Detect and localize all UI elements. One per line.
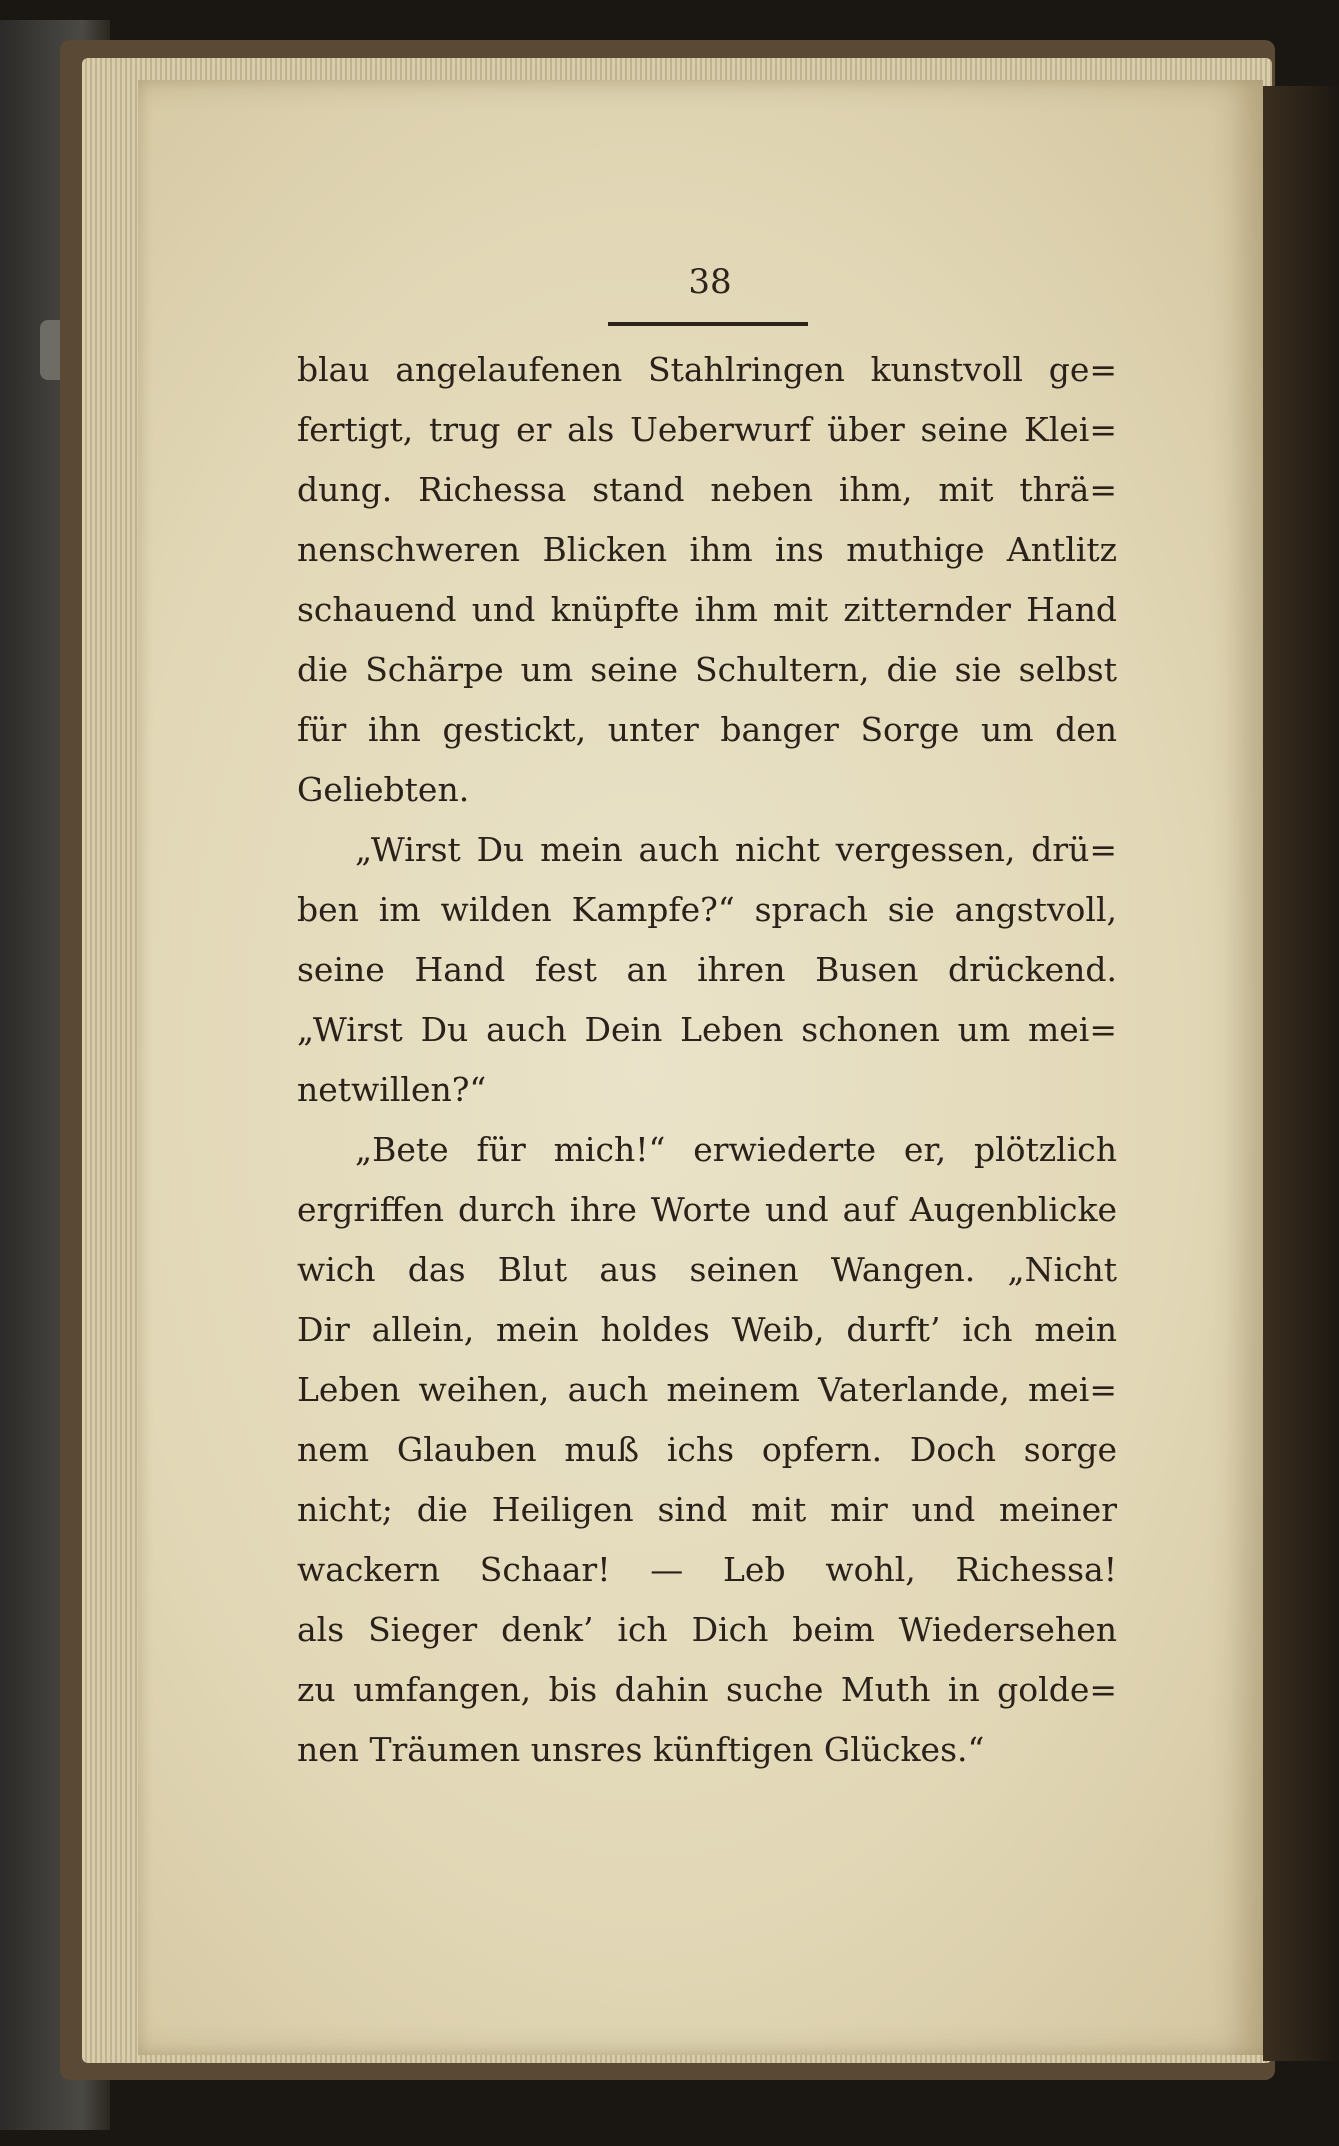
text-line: „Wirst Du auch Dein Leben schonen um mei= — [297, 1010, 1117, 1049]
text-line: „Wirst Du mein auch nicht vergessen, drü= — [355, 830, 1117, 869]
text-line: Leben weihen, auch meinem Vaterlande, mei= — [297, 1370, 1117, 1409]
text-line: dung. Richessa stand neben ihm, mit thrä= — [297, 470, 1117, 509]
text-line: zu umfangen, bis dahin suche Muth in golde= — [297, 1670, 1117, 1709]
text-line: ben im wilden Kampfe?“ sprach sie angstvoll, — [297, 890, 1117, 929]
text-line: für ihn gestickt, unter banger Sorge um den — [297, 710, 1117, 749]
text-line: als Sieger denk’ ich Dich beim Wiedersehen — [297, 1610, 1117, 1649]
text-line: Geliebten. — [297, 770, 470, 809]
text-line: wich das Blut aus seinen Wangen. „Nicht — [297, 1250, 1117, 1289]
text-line: schauend und knüpfte ihm mit zitternder Hand — [297, 590, 1117, 629]
text-line: fertigt, trug er als Ueberwurf über seine Klei= — [297, 410, 1117, 449]
text-line: netwillen?“ — [297, 1070, 487, 1109]
text-line: seine Hand fest an ihren Busen drückend. — [297, 950, 1117, 989]
header-rule — [608, 322, 808, 326]
text-line: ergriffen durch ihre Worte und auf Augenblicke — [297, 1190, 1117, 1229]
text-line: wackern Schaar! — Leb wohl, Richessa! — [297, 1550, 1117, 1589]
text-line: „Bete für mich!“ erwiederte er, plötzlich — [355, 1130, 1117, 1169]
text-line: blau angelaufenen Stahlringen kunstvoll ge= — [297, 350, 1117, 389]
text-line: die Schärpe um seine Schultern, die sie selbst — [297, 650, 1117, 689]
text-line: nen Träumen unsres künftigen Glückes.“ — [297, 1730, 985, 1769]
text-line: nenschweren Blicken ihm ins muthige Antlitz — [297, 530, 1117, 569]
text-line: Dir allein, mein holdes Weib, durft’ ich mein — [297, 1310, 1117, 1349]
page-number: 38 — [688, 262, 732, 302]
text-line: nem Glauben muß ichs opfern. Doch sorge — [297, 1430, 1117, 1469]
facing-page-edge — [1263, 86, 1339, 2061]
text-line: nicht; die Heiligen sind mit mir und meiner — [297, 1490, 1117, 1529]
